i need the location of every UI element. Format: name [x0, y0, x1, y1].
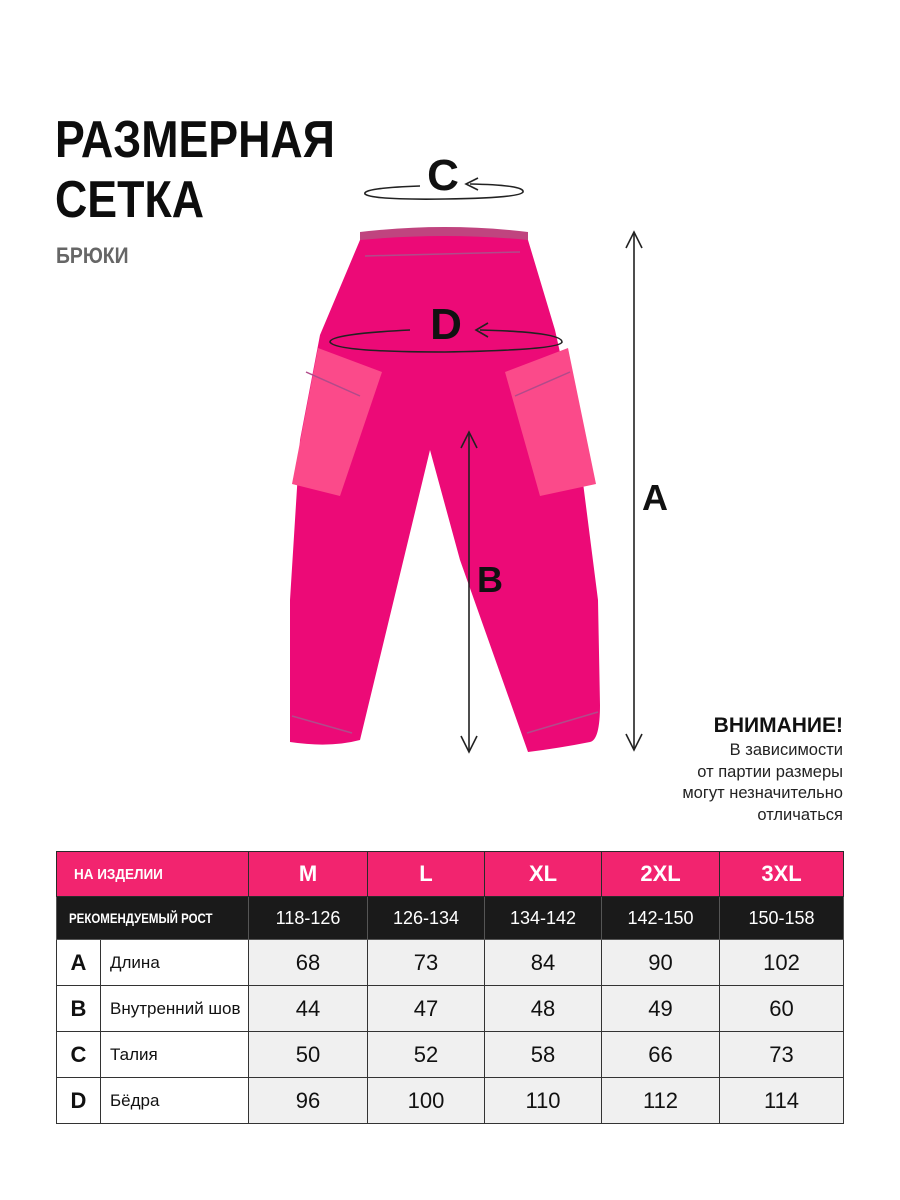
table-row [57, 940, 844, 986]
size-col-header: M [249, 852, 368, 897]
value-cell: 73 [720, 1032, 844, 1078]
value-cell: 96 [249, 1078, 368, 1124]
note-line: В зависимости [729, 741, 843, 759]
label-d: D [430, 300, 462, 349]
value-cell: 66 [602, 1032, 720, 1078]
measure-a [626, 232, 668, 750]
value-cell: 90 [602, 940, 720, 986]
row-name: Бёдра [101, 1078, 249, 1124]
value-cell: 52 [368, 1032, 485, 1078]
height-label-text: РЕКОМЕНДУЕМЫЙ РОСТ [69, 910, 213, 926]
value-cell: 73 [368, 940, 485, 986]
value-cell: 49 [602, 986, 720, 1032]
height-label [57, 897, 249, 940]
header-label [57, 852, 249, 897]
row-name: Внутренний шов [101, 986, 249, 1032]
row-key: A [57, 940, 101, 986]
title-line-1: РАЗМЕРНАЯ [55, 111, 335, 169]
label-b: B [477, 559, 503, 600]
height-cell: 118-126 [249, 897, 368, 940]
size-header-row [57, 852, 844, 897]
row-key: D [57, 1078, 101, 1124]
row-key: C [57, 1032, 101, 1078]
value-cell: 112 [602, 1078, 720, 1124]
height-cell: 150-158 [720, 897, 844, 940]
page-subtitle: БРЮКИ [56, 243, 129, 268]
value-cell: 47 [368, 986, 485, 1032]
height-row [57, 897, 844, 940]
note-line: могут незначительно [682, 784, 843, 802]
header-label-text: НА ИЗДЕЛИИ [73, 865, 163, 883]
size-col-header: 2XL [602, 852, 720, 897]
value-cell: 114 [720, 1078, 844, 1124]
table-row [57, 986, 844, 1032]
value-cell: 48 [485, 986, 602, 1032]
height-cell: 142-150 [602, 897, 720, 940]
note-line: от партии размеры [697, 762, 843, 781]
size-col-header: 3XL [720, 852, 844, 897]
value-cell: 58 [485, 1032, 602, 1078]
label-a: A [642, 477, 668, 518]
size-col-header: XL [485, 852, 602, 897]
measure-c [365, 151, 523, 200]
height-cell: 126-134 [368, 897, 485, 940]
value-cell: 84 [485, 940, 602, 986]
table-row [57, 1078, 844, 1124]
attention-note [583, 712, 843, 826]
table-row [57, 1032, 844, 1078]
label-c: C [427, 151, 459, 200]
value-cell: 60 [720, 986, 844, 1032]
size-col-header: L [368, 852, 485, 897]
value-cell: 50 [249, 1032, 368, 1078]
row-key: B [57, 986, 101, 1032]
row-name: Длина [101, 940, 249, 986]
value-cell: 100 [368, 1078, 485, 1124]
value-cell: 102 [720, 940, 844, 986]
height-cell: 134-142 [485, 897, 602, 940]
row-name: Талия [101, 1032, 249, 1078]
value-cell: 44 [249, 986, 368, 1032]
size-table [56, 851, 844, 1124]
value-cell: 110 [485, 1078, 602, 1124]
note-line: отличаться [757, 805, 843, 824]
value-cell: 68 [249, 940, 368, 986]
title-line-2: СЕТКА [55, 171, 205, 229]
note-heading: ВНИМАНИЕ! [713, 714, 843, 737]
